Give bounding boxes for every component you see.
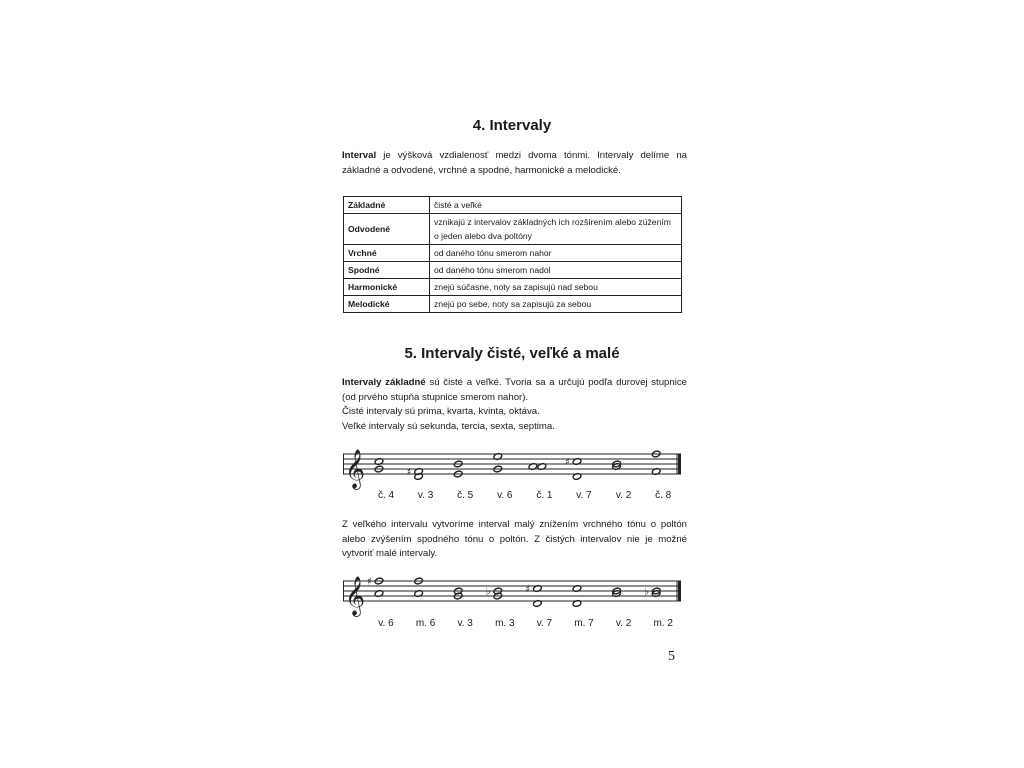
basic-intervals-term: Intervaly základné <box>342 377 426 388</box>
interval-label: v. 2 <box>615 490 632 501</box>
sharp-icon: ♯ <box>367 576 372 588</box>
interval-label: v. 7 <box>576 490 592 501</box>
music-staff-1 <box>343 446 681 490</box>
sharp-icon: ♯ <box>565 457 570 468</box>
treble-clef-icon: 𝄞 <box>345 449 366 489</box>
sharp-icon: ♯ <box>406 467 412 478</box>
table-row <box>344 279 682 296</box>
interval-label: č. 5 <box>457 490 474 501</box>
major-intervals-line: Veľké intervaly sú sekunda, tercia, sexta, septima. <box>342 420 555 432</box>
flat-icon: ♭ <box>485 586 491 598</box>
interval-label: m. 6 <box>415 618 436 629</box>
interval-label: v. 7 <box>536 618 553 629</box>
staff-1-labels <box>343 490 681 504</box>
interval-label: v. 6 <box>497 490 513 501</box>
sharp-icon: ♯ <box>525 584 531 595</box>
interval-label: č. 8 <box>655 490 672 501</box>
music-staff-2 <box>343 573 681 617</box>
basic-intervals-definition <box>342 376 687 405</box>
intro-text: je výšková vzdialenosť medzi dvoma tónmi. Intervaly delíme na základné a odvodené, vrchné a spodné, harmonické a melodické. <box>342 150 687 176</box>
table-description: čisté a veľké <box>430 197 682 214</box>
table-term: Spodné <box>344 262 430 279</box>
table-description: od daného tónu smerom nadol <box>430 262 682 279</box>
section-heading-intervals: 4. Intervaly <box>472 117 552 134</box>
table-row <box>344 245 682 262</box>
table-row <box>344 262 682 279</box>
minor-intervals-paragraph: Z veľkého intervalu vytvoríme interval malý znížením vrchného tónu o poltón alebo zvýšením spodného tónu o poltón. Z čistých intervalov nie je možné vytvoriť malé intervaly. <box>342 519 687 560</box>
table-description: vznikajú z intervalov základných ich rozšírením alebo zúžením o jeden alebo dva poltóny <box>430 214 682 245</box>
table-description: znejú po sebe, noty sa zapisujú za sebou <box>430 296 682 313</box>
perfect-intervals-line: Čisté intervaly sú prima, kvarta, kvinta, oktáva. <box>342 406 540 418</box>
table-row <box>344 197 682 214</box>
interval-label: č. 1 <box>536 490 553 501</box>
table-description: znejú súčasne, noty sa zapisujú nad sebou <box>430 279 682 296</box>
interval-label: m. 2 <box>653 618 673 629</box>
table-row <box>344 296 682 313</box>
section-heading-basic-intervals: 5. Intervaly čisté, veľké a malé <box>404 345 620 362</box>
interval-label: m. 3 <box>495 618 515 629</box>
interval-label: č. 4 <box>377 490 395 501</box>
table-term: Vrchné <box>344 245 430 262</box>
interval-label: m. 7 <box>574 618 594 629</box>
interval-label: v. 2 <box>615 618 632 629</box>
table-description: od daného tónu smerom nahor <box>430 245 682 262</box>
basic-intervals-paragraph <box>342 376 687 434</box>
table-term: Odvodené <box>344 214 430 245</box>
interval-label: v. 3 <box>457 618 473 629</box>
page-number: 5 <box>668 649 675 664</box>
intro-paragraph <box>342 149 687 178</box>
table-term: Harmonické <box>344 279 430 296</box>
flat-icon: ♭ <box>644 586 649 598</box>
staff-2-labels <box>343 618 681 632</box>
interval-label: v. 3 <box>417 490 434 501</box>
table-term: Základné <box>344 197 430 214</box>
table-term: Melodické <box>344 296 430 313</box>
table-row <box>344 214 682 245</box>
intro-term: Interval <box>342 150 377 161</box>
basic-intervals-text: sú čisté a veľké. Tvoria sa a určujú podľa durovej stupnice (od prvého stupňa stupnice smerom nahor). <box>342 377 687 403</box>
interval-label: v. 6 <box>378 618 394 629</box>
treble-clef-icon: 𝄞 <box>345 576 366 616</box>
interval-definitions-table <box>343 196 682 313</box>
